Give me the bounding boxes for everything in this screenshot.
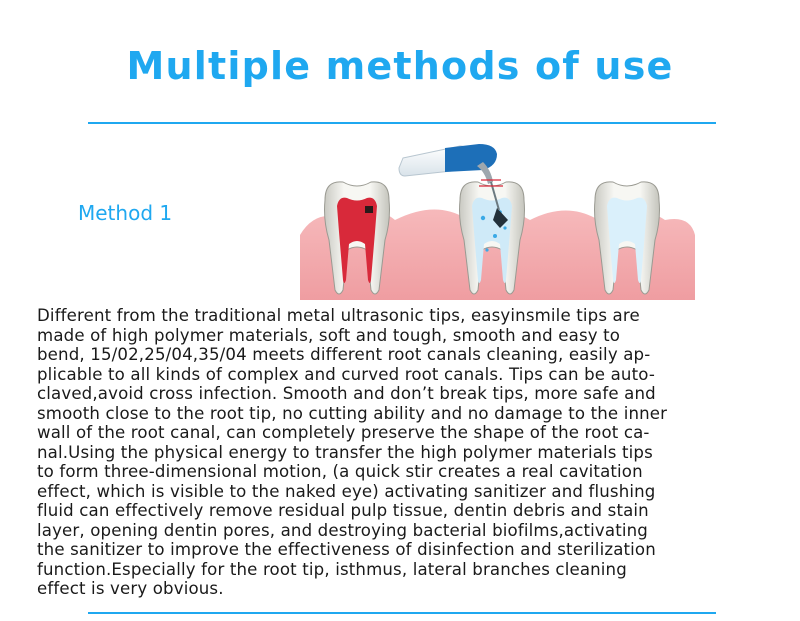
method-label: Method 1	[78, 201, 173, 225]
description-text: Different from the traditional metal ultrasonic tips, easyinsmile tips are made of high polymer materials, soft and tough, smooth and easy to bend, 15/02,25/04,35/04 meets different root canals cleaning, easily ap- plicable to all kinds of complex and curved root canals. Tips can be auto- claved,avoid cross infection. Smooth and don’t break tips, more safe and smooth close to the root tip, no cutting ability and no damage to the inner wall of the root canal, can completely preserve the shape of the root ca- nal.Using the physical energy to transfer the high polymer materials tips to form three-dimensional motion, (a quick stir creates a real cavitation effect, which is visible to the naked eye) activating sanitizer and flushing fluid can effectively remove residual pulp tissue, dentin debris and stain layer, opening dentin pores, and destroying bacterial biofilms,activating the sanitizer to improve the effectiveness of disinfection and sterilization function.Especially for the root tip, isthmus, lateral branches cleaning effect is very obvious.	[37, 306, 668, 598]
tooth-treatment-illustration	[295, 140, 700, 300]
top-divider	[88, 122, 716, 124]
page-title: Multiple methods of use	[126, 44, 674, 88]
bottom-divider	[88, 612, 716, 614]
